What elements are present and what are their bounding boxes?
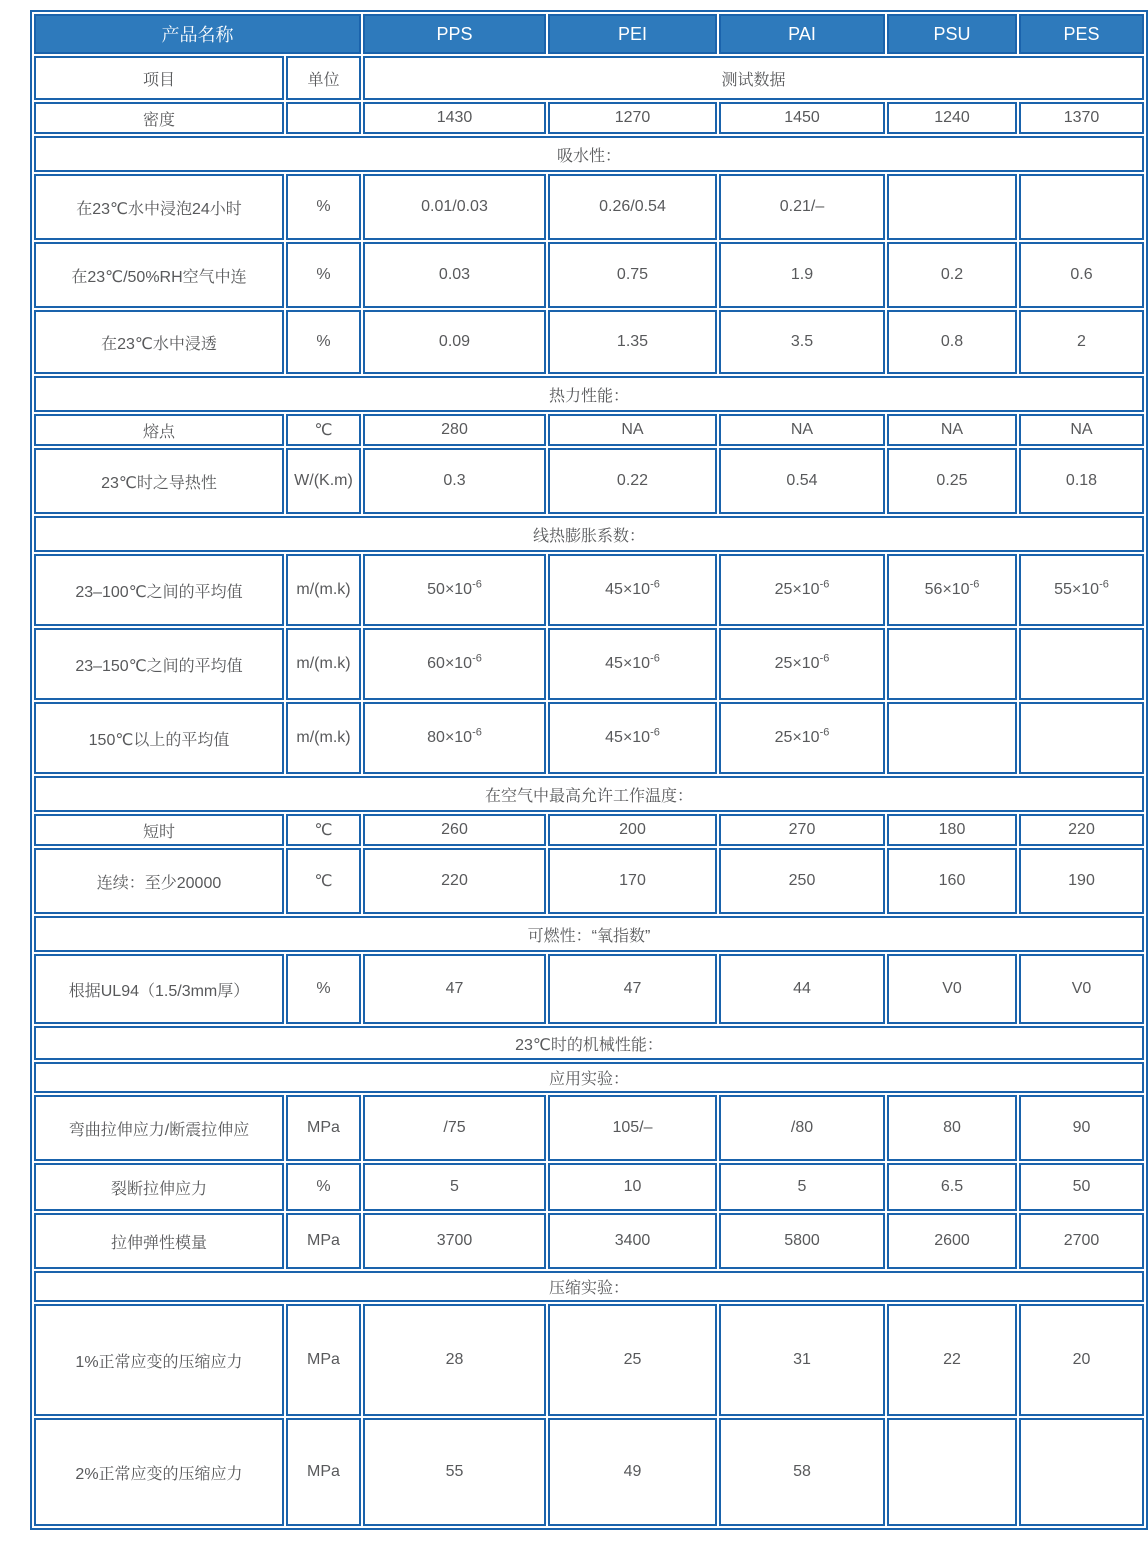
row-label: 23–150℃之间的平均值 <box>34 628 284 700</box>
section-label: 在空气中最高允许工作温度： <box>34 776 1144 812</box>
unit-cell: m/(m.k) <box>286 702 361 774</box>
value-cell: 20 <box>1019 1304 1144 1416</box>
value-cell: 0.6 <box>1019 242 1144 308</box>
value-cell: 22 <box>887 1304 1017 1416</box>
value-cell: 220 <box>363 848 546 914</box>
section-label: 可燃性：“氧指数” <box>34 916 1144 952</box>
unit-cell: ℃ <box>286 814 361 846</box>
value-cell: 170 <box>548 848 717 914</box>
value-cell: 3700 <box>363 1213 546 1269</box>
value-cell: 0.8 <box>887 310 1017 374</box>
value-cell: 47 <box>363 954 546 1024</box>
value-cell: 1430 <box>363 102 546 134</box>
value-cell: 2 <box>1019 310 1144 374</box>
section-row <box>34 1026 1144 1060</box>
value-cell: 50 <box>1019 1163 1144 1211</box>
value-cell: 0.09 <box>363 310 546 374</box>
value-cell: 0.3 <box>363 448 546 514</box>
section-row <box>34 916 1144 952</box>
value-cell: 47 <box>548 954 717 1024</box>
column-header-pps: PPS <box>363 14 546 54</box>
value-cell: 6.5 <box>887 1163 1017 1211</box>
data-row <box>34 702 1144 774</box>
value-cell: NA <box>887 414 1017 446</box>
value-cell: $25\times 10^{-6}$ <box>719 702 885 774</box>
unit-cell: ℃ <box>286 414 361 446</box>
value-cell: 220 <box>1019 814 1144 846</box>
data-row <box>34 1095 1144 1161</box>
value-cell: $45\times 10^{-6}$ <box>548 554 717 626</box>
value-cell: 1.9 <box>719 242 885 308</box>
item-label-cell: 项目 <box>34 56 284 100</box>
value-cell: 5 <box>719 1163 885 1211</box>
unit-cell: MPa <box>286 1095 361 1161</box>
data-row <box>34 102 1144 134</box>
value-cell: 270 <box>719 814 885 846</box>
value-cell: 0.21/– <box>719 174 885 240</box>
value-cell: 105/– <box>548 1095 717 1161</box>
row-label: 拉伸弹性模量 <box>34 1213 284 1269</box>
column-header-psu: PSU <box>887 14 1017 54</box>
row-label: 在23℃水中浸泡24小时 <box>34 174 284 240</box>
unit-cell: MPa <box>286 1213 361 1269</box>
row-label: 弯曲拉伸应力/断震拉伸应 <box>34 1095 284 1161</box>
section-label: 线热膨胀系数： <box>34 516 1144 552</box>
section-row <box>34 376 1144 412</box>
value-cell: $25\times 10^{-6}$ <box>719 628 885 700</box>
column-header-pei: PEI <box>548 14 717 54</box>
unit-cell: ℃ <box>286 848 361 914</box>
value-cell <box>887 628 1017 700</box>
column-header-pes: PES <box>1019 14 1144 54</box>
value-cell: 31 <box>719 1304 885 1416</box>
value-cell: NA <box>719 414 885 446</box>
value-cell: 0.75 <box>548 242 717 308</box>
data-row <box>34 174 1144 240</box>
data-row <box>34 242 1144 308</box>
value-cell: 0.18 <box>1019 448 1144 514</box>
unit-cell: W/(K.m) <box>286 448 361 514</box>
row-label: 23℃时之导热性 <box>34 448 284 514</box>
row-label: 150℃以上的平均值 <box>34 702 284 774</box>
value-cell: 49 <box>548 1418 717 1526</box>
value-cell: 1240 <box>887 102 1017 134</box>
unit-cell: m/(m.k) <box>286 628 361 700</box>
data-row <box>34 954 1144 1024</box>
value-cell: 0.01/0.03 <box>363 174 546 240</box>
unit-cell: % <box>286 174 361 240</box>
table-body <box>34 56 1144 1526</box>
data-row <box>34 814 1144 846</box>
data-row <box>34 414 1144 446</box>
value-cell: 190 <box>1019 848 1144 914</box>
data-row <box>34 628 1144 700</box>
value-cell: 28 <box>363 1304 546 1416</box>
unit-cell <box>286 102 361 134</box>
section-label: 热力性能： <box>34 376 1144 412</box>
value-cell: 1450 <box>719 102 885 134</box>
subheader-row <box>34 56 1144 100</box>
column-header-pai: PAI <box>719 14 885 54</box>
value-cell: 2700 <box>1019 1213 1144 1269</box>
unit-cell: % <box>286 242 361 308</box>
value-cell: 10 <box>548 1163 717 1211</box>
row-label: 连续：至少20000 <box>34 848 284 914</box>
value-cell: 200 <box>548 814 717 846</box>
data-row <box>34 554 1144 626</box>
row-label: 短时 <box>34 814 284 846</box>
unit-cell: MPa <box>286 1418 361 1526</box>
row-label: 23–100℃之间的平均值 <box>34 554 284 626</box>
value-cell <box>1019 628 1144 700</box>
section-row <box>34 776 1144 812</box>
value-cell: 0.54 <box>719 448 885 514</box>
value-cell: $50\times 10^{-6}$ <box>363 554 546 626</box>
value-cell: $55\times 10^{-6}$ <box>1019 554 1144 626</box>
value-cell: 0.26/0.54 <box>548 174 717 240</box>
value-cell: 0.22 <box>548 448 717 514</box>
value-cell: 55 <box>363 1418 546 1526</box>
value-cell: $56\times 10^{-6}$ <box>887 554 1017 626</box>
value-cell: 250 <box>719 848 885 914</box>
row-label: 1%正常应变的压缩应力 <box>34 1304 284 1416</box>
row-label: 根据UL94（1.5/3mm厚） <box>34 954 284 1024</box>
unit-cell: % <box>286 1163 361 1211</box>
value-cell: 90 <box>1019 1095 1144 1161</box>
row-label: 裂断拉伸应力 <box>34 1163 284 1211</box>
table-head <box>34 14 1144 54</box>
data-row <box>34 1163 1144 1211</box>
unit-cell: m/(m.k) <box>286 554 361 626</box>
value-cell: 2600 <box>887 1213 1017 1269</box>
value-cell <box>1019 702 1144 774</box>
value-cell: 0.03 <box>363 242 546 308</box>
data-row <box>34 1418 1144 1526</box>
value-cell <box>887 174 1017 240</box>
data-row <box>34 310 1144 374</box>
test-data-label-cell: 测试数据 <box>363 56 1144 100</box>
data-row <box>34 1304 1144 1416</box>
value-cell: 0.2 <box>887 242 1017 308</box>
value-cell: 58 <box>719 1418 885 1526</box>
value-cell: NA <box>548 414 717 446</box>
value-cell: 44 <box>719 954 885 1024</box>
value-cell: $45\times 10^{-6}$ <box>548 628 717 700</box>
value-cell: 1370 <box>1019 102 1144 134</box>
section-label: 吸水性： <box>34 136 1144 172</box>
value-cell: V0 <box>1019 954 1144 1024</box>
unit-cell: MPa <box>286 1304 361 1416</box>
value-cell: 160 <box>887 848 1017 914</box>
value-cell: $80\times 10^{-6}$ <box>363 702 546 774</box>
data-row <box>34 848 1144 914</box>
row-label: 密度 <box>34 102 284 134</box>
section-row <box>34 516 1144 552</box>
value-cell <box>887 1418 1017 1526</box>
data-row <box>34 448 1144 514</box>
value-cell: 3400 <box>548 1213 717 1269</box>
value-cell: 1.35 <box>548 310 717 374</box>
value-cell <box>1019 174 1144 240</box>
value-cell <box>1019 1418 1144 1526</box>
value-cell: $60\times 10^{-6}$ <box>363 628 546 700</box>
section-label: 应用实验： <box>34 1062 1144 1093</box>
unit-label-cell: 单位 <box>286 56 361 100</box>
section-label: 压缩实验： <box>34 1271 1144 1302</box>
value-cell: NA <box>1019 414 1144 446</box>
value-cell <box>887 702 1017 774</box>
value-cell: 260 <box>363 814 546 846</box>
section-row <box>34 1062 1144 1093</box>
section-label: 23℃时的机械性能： <box>34 1026 1144 1060</box>
value-cell: /80 <box>719 1095 885 1161</box>
row-label: 熔点 <box>34 414 284 446</box>
value-cell: /75 <box>363 1095 546 1161</box>
value-cell: 3.5 <box>719 310 885 374</box>
value-cell: 280 <box>363 414 546 446</box>
value-cell: V0 <box>887 954 1017 1024</box>
product-name-header: 产品名称 <box>34 14 361 54</box>
value-cell: 180 <box>887 814 1017 846</box>
value-cell: $45\times 10^{-6}$ <box>548 702 717 774</box>
value-cell: $25\times 10^{-6}$ <box>719 554 885 626</box>
header-row <box>34 14 1144 54</box>
section-row <box>34 136 1144 172</box>
value-cell: 1270 <box>548 102 717 134</box>
row-label: 在23℃/50%RH空气中连 <box>34 242 284 308</box>
material-spec-table <box>30 10 1148 1530</box>
section-row <box>34 1271 1144 1302</box>
row-label: 2%正常应变的压缩应力 <box>34 1418 284 1526</box>
row-label: 在23℃水中浸透 <box>34 310 284 374</box>
value-cell: 80 <box>887 1095 1017 1161</box>
value-cell: 5 <box>363 1163 546 1211</box>
unit-cell: % <box>286 954 361 1024</box>
value-cell: 0.25 <box>887 448 1017 514</box>
value-cell: 25 <box>548 1304 717 1416</box>
data-row <box>34 1213 1144 1269</box>
unit-cell: % <box>286 310 361 374</box>
value-cell: 5800 <box>719 1213 885 1269</box>
